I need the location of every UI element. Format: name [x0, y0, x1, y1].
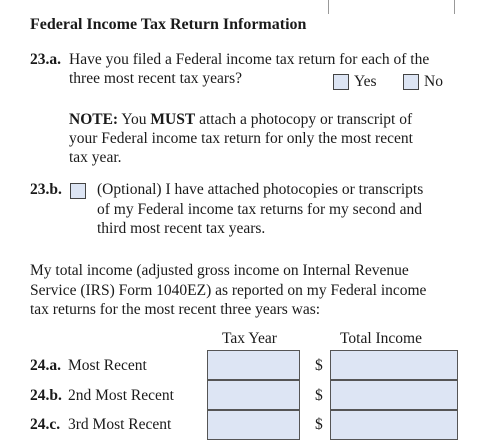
question-23b-line1: (Optional) I have attached photocopies or transcripts: [97, 181, 424, 198]
no-label: No: [424, 73, 443, 90]
row-label-24a: Most Recent: [68, 357, 147, 374]
row-number-24b: 24.b.: [30, 387, 62, 404]
dollar-sign-24b: $: [315, 387, 323, 404]
top-rule-left: [328, 0, 329, 14]
note-line3: tax year.: [69, 149, 122, 166]
section-title: Federal Income Tax Return Information: [30, 16, 307, 33]
row-label-24c: 3rd Most Recent: [68, 416, 172, 433]
tax-year-field-24b[interactable]: [207, 380, 300, 410]
tax-year-field-24a[interactable]: [207, 350, 300, 380]
note-prefix: NOTE:: [69, 111, 119, 128]
question-23b-line2: of my Federal income tax returns for my second and: [97, 201, 422, 218]
dollar-sign-24a: $: [315, 357, 323, 374]
yes-checkbox[interactable]: [333, 74, 349, 90]
no-checkbox[interactable]: [403, 74, 419, 90]
note-line1: [69, 110, 412, 130]
tax-year-field-24c[interactable]: [207, 410, 300, 440]
question-number-23a: 23.a.: [30, 51, 61, 68]
question-23a-line1: Have you filed a Federal income tax return for each of the: [69, 51, 430, 68]
income-intro-line2: Service (IRS) Form 1040EZ) as reported on my Federal income: [30, 282, 427, 299]
optional-attached-checkbox[interactable]: [70, 183, 86, 199]
column-header-tax-year: Tax Year: [222, 330, 277, 347]
question-23a-line2: three most recent tax years?: [69, 70, 242, 87]
income-intro-line3: tax returns for the most recent three years was:: [30, 301, 321, 318]
question-23b-line3: third most recent tax years.: [97, 220, 266, 237]
income-intro-line1: My total income (adjusted gross income on Internal Revenue: [30, 262, 409, 279]
top-rule-right: [454, 0, 455, 14]
total-income-field-24a[interactable]: [330, 350, 458, 380]
note-line2: your Federal income tax return for only the most recent: [69, 130, 413, 147]
note-text-a: You: [118, 111, 151, 128]
note-text-b: attach a photocopy or transcript of: [195, 111, 413, 128]
total-income-field-24b[interactable]: [330, 380, 458, 410]
yes-label: Yes: [354, 73, 377, 90]
row-number-24a: 24.a.: [30, 357, 61, 374]
note-must: MUST: [150, 111, 196, 128]
question-number-23b: 23.b.: [30, 181, 62, 198]
dollar-sign-24c: $: [315, 416, 323, 433]
column-header-total-income: Total Income: [340, 330, 422, 347]
row-number-24c: 24.c.: [30, 416, 61, 433]
row-label-24b: 2nd Most Recent: [68, 387, 174, 404]
total-income-field-24c[interactable]: [330, 410, 458, 440]
